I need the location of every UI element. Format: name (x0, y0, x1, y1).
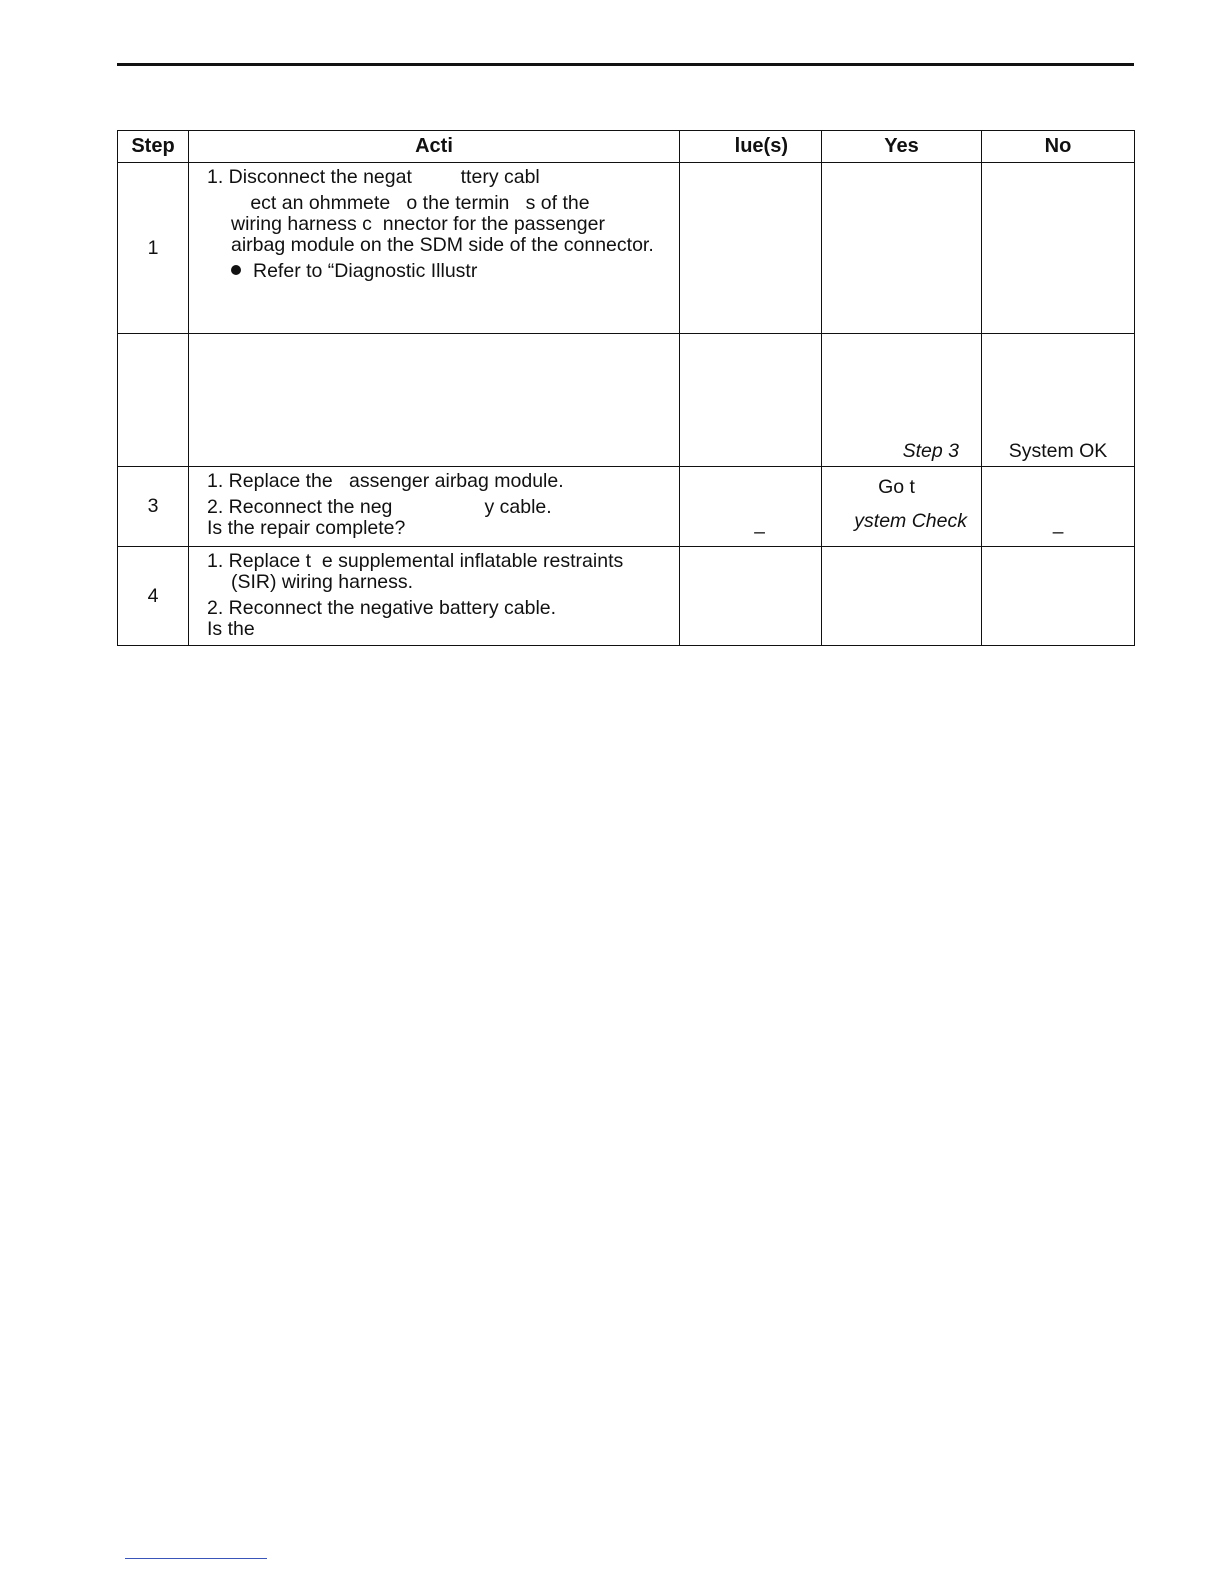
bullet-item (207, 261, 671, 282)
header-rule (117, 63, 1134, 66)
header-values: lue(s) (680, 131, 822, 163)
no-cell: – (982, 467, 1135, 547)
action-cell (189, 334, 680, 467)
action-line: wiring harness c nnector for the passenger (231, 213, 605, 235)
yes-cell (822, 547, 982, 646)
header-action: Acti (189, 131, 680, 163)
step-cell: 4 (118, 547, 189, 646)
action-line: Is the repair complete? (207, 517, 406, 539)
header-yes: Yes (822, 131, 982, 163)
bullet-icon (231, 265, 241, 275)
yes-cell (822, 334, 982, 467)
values-cell: – (680, 467, 822, 547)
action-line: 1. Replace the assenger airbag module. (207, 470, 564, 492)
no-cell: System OK (982, 334, 1135, 467)
action-cell (189, 547, 680, 646)
action-line: 2. Reconnect the negative battery cable. (207, 597, 557, 619)
yes-cell (822, 163, 982, 334)
header-no: No (982, 131, 1135, 163)
step-cell: 3 (118, 467, 189, 547)
step-cell (118, 334, 189, 467)
yes-cell (822, 467, 982, 547)
yes-link-system-check[interactable]: ystem Check (854, 510, 967, 532)
table-row (118, 467, 1135, 547)
step-cell: 1 (118, 163, 189, 334)
no-cell (982, 547, 1135, 646)
diagnostic-table (117, 130, 1135, 646)
yes-link-step-3[interactable]: Step 3 (902, 440, 959, 462)
yes-goto-text: Go t (878, 476, 915, 498)
action-cell (189, 467, 680, 547)
footer-link-underline (125, 1558, 267, 1559)
no-cell (982, 163, 1135, 334)
table-row (118, 334, 1135, 467)
action-line: airbag module on the SDM side of the connector. (231, 234, 654, 256)
table-row (118, 547, 1135, 646)
action-cell (189, 163, 680, 334)
action-line: 1. Disconnect the negat ttery cabl (207, 166, 540, 188)
table-row (118, 163, 1135, 334)
table-header-row (118, 131, 1135, 163)
action-line: (SIR) wiring harness. (231, 571, 414, 593)
action-line: ect an ohmmete o the termin s of the (207, 192, 590, 214)
action-line: 1. Replace t e supplemental inflatable restraints (207, 550, 624, 572)
values-cell (680, 163, 822, 334)
action-line: Is the (207, 618, 255, 640)
values-cell (680, 334, 822, 467)
header-step: Step (118, 131, 189, 163)
action-line: Refer to “Diagnostic Illustr (253, 260, 478, 282)
values-cell (680, 547, 822, 646)
action-line: 2. Reconnect the neg y cable. (207, 496, 552, 518)
